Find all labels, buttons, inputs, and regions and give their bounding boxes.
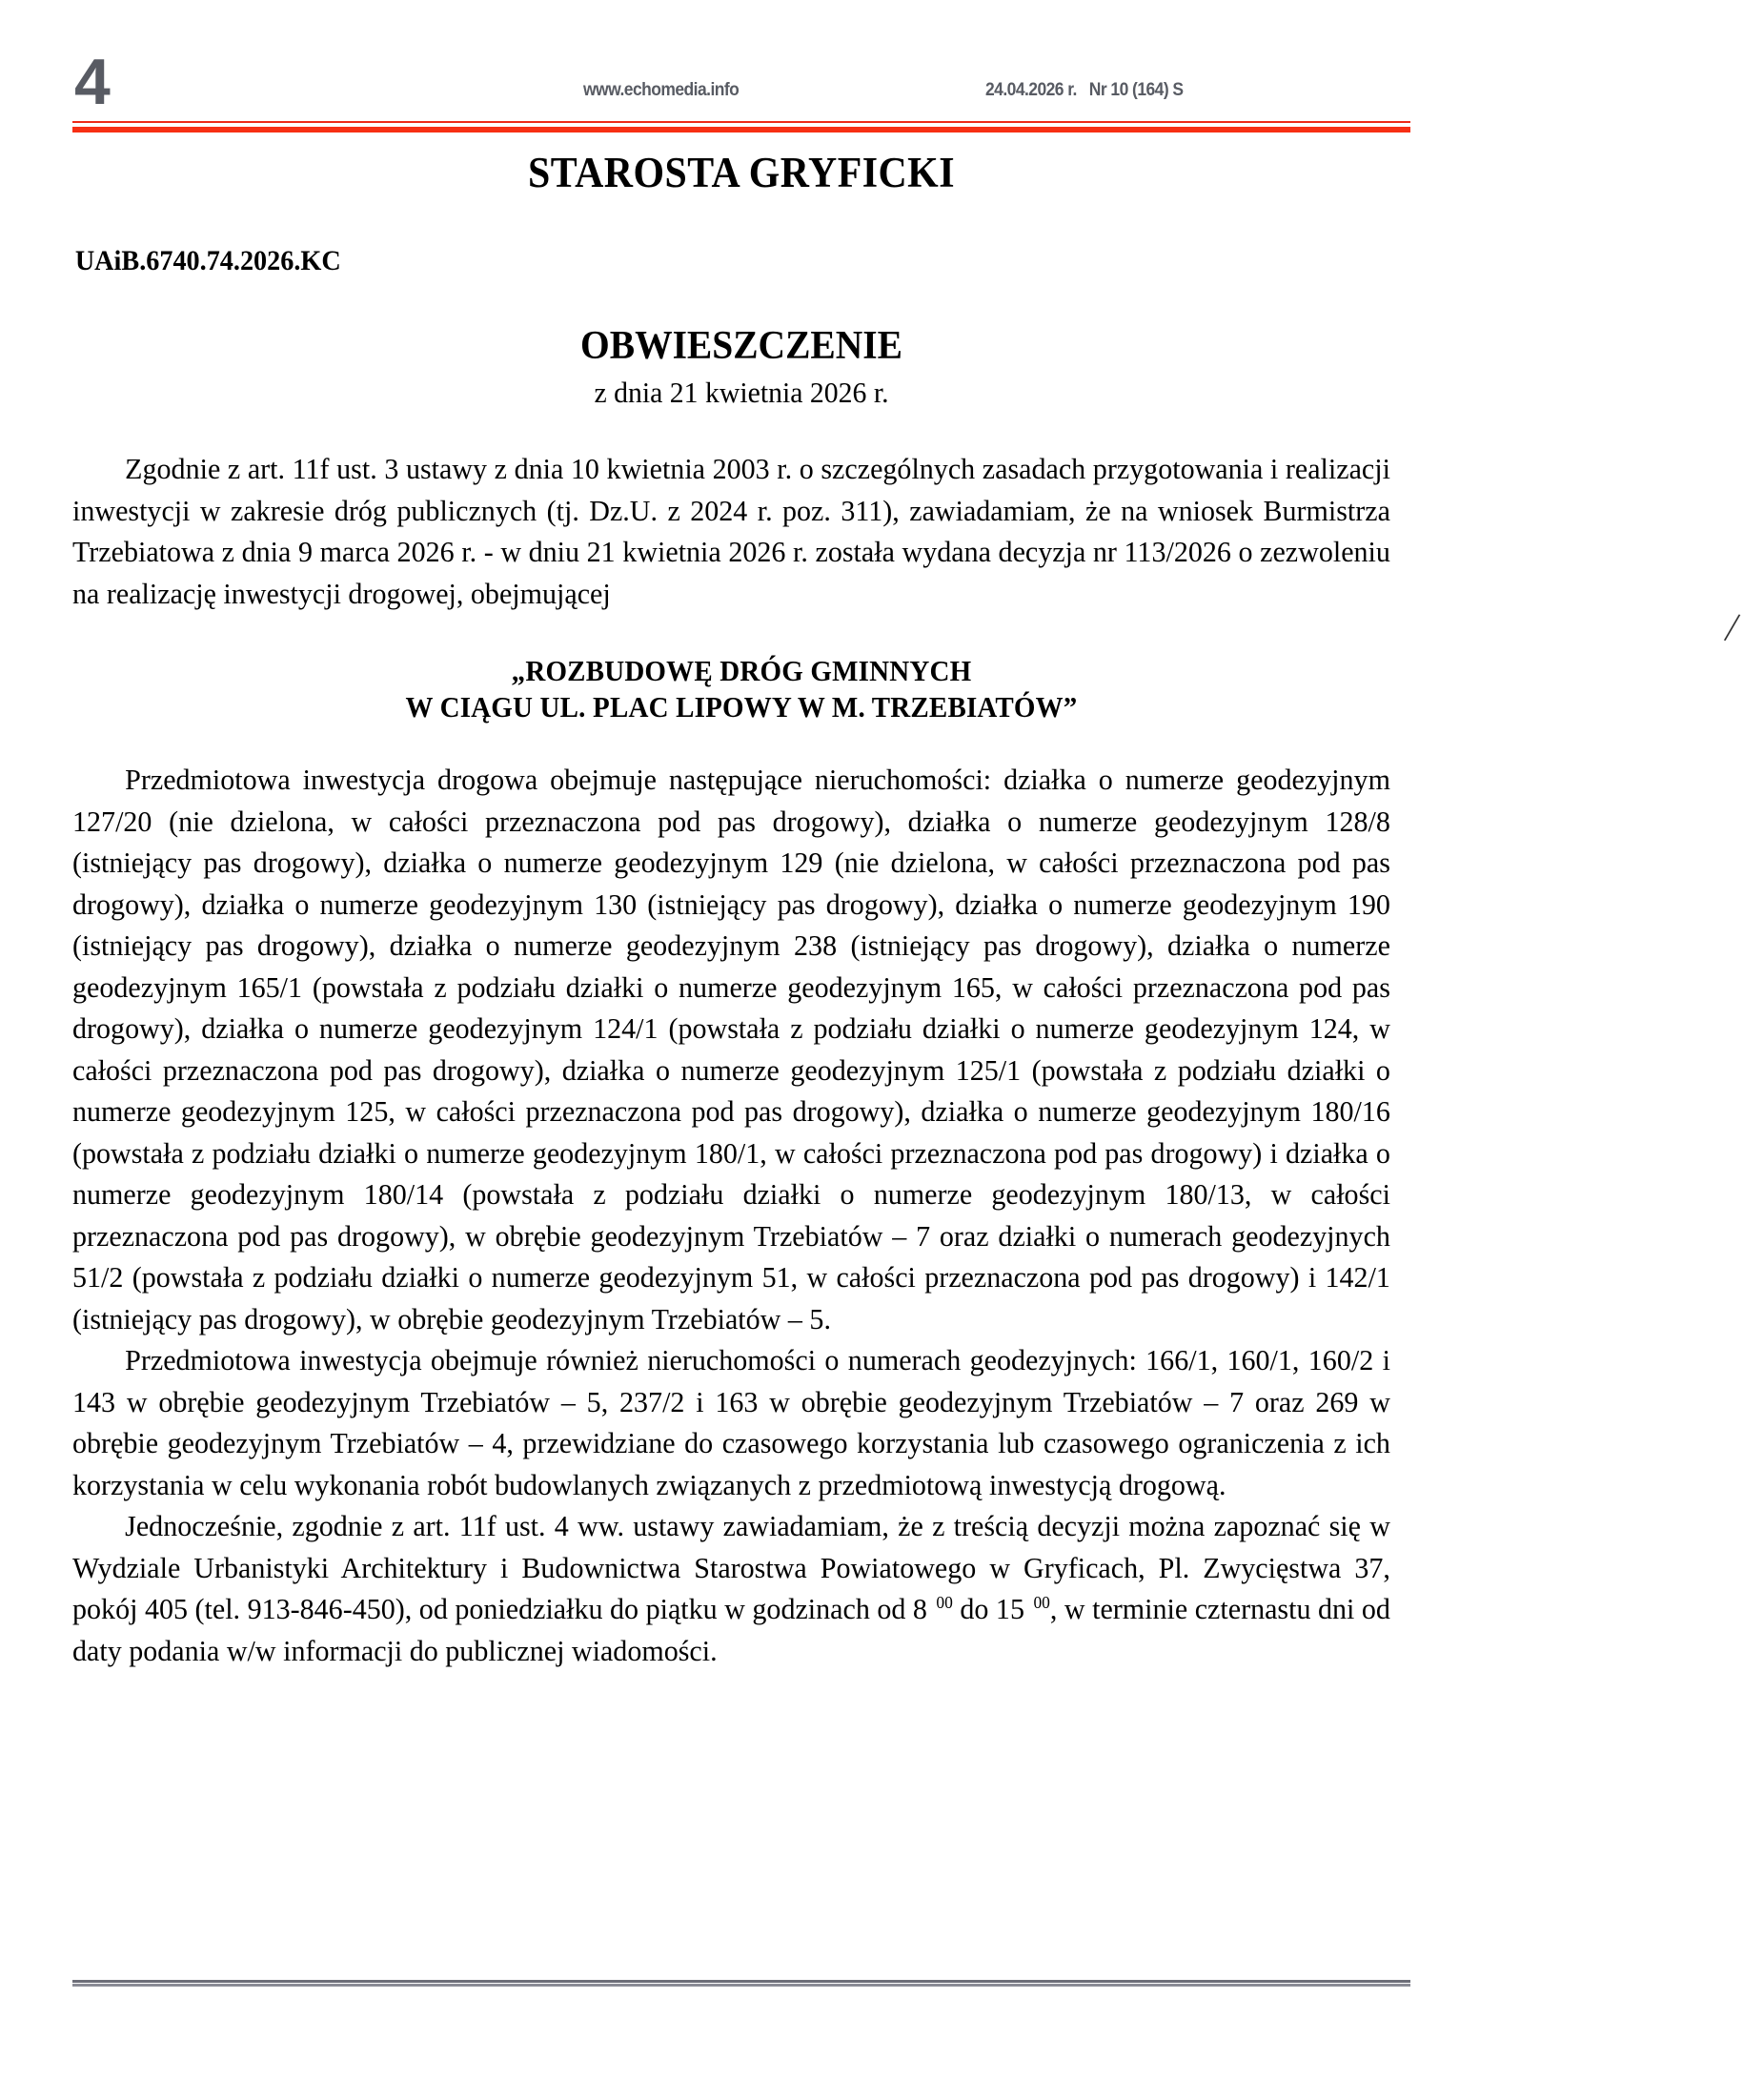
paragraph-final [72, 1506, 1390, 1672]
paragraph-scope: Przedmiotowa inwestycja drogowa obejmuje następujące nieruchomości: działka o numerze geodezyjnym 127/20 (nie dzielona, w całości przeznaczona pod pas drogowy), działka o numerze geodezyjnym 128/8 (istniejący pas drogowy), działka o numerze geodezyjnym 129 (nie dzielona, w całości przeznaczona pod pas drogowy), działka o numerze geodezyjnym 130 (istniejący pas drogowy), działka o numerze geodezyjnym 190 (istniejący pas drogowy), działka o numerze geodezyjnym 238 (istniejący pas drogowy), działka o numerze geodezyjnym 165/1 (powstała z podziału działki o numerze geodezyjnym 165, w całości przeznaczona pod pas drogowy), działka o numerze geodezyjnym 124/1 (powstała z podziału działki o numerze geodezyjnym 124, w całości przeznaczona pod pas drogowy), działka o numerze geodezyjnym 125/1 (powstała z podziału działki o numerze geodezyjnym 125, w całości przeznaczona pod pas drogowy), działka o numerze geodezyjnym 180/16 (powstała z podziału działki o numerze geodezyjnym 180/1, w całości przeznaczona pod pas drogowy) i działka o numerze geodezyjnym 180/14 (powstała z podziału działki o numerze geodezyjnym 180/13, w całości przeznaczona pod pas drogowy), w obrębie geodezyjnym Trzebiatów – 7 oraz działki o numerach geodezyjnych 51/2 (powstała z podziału działki o numerze geodezyjnym 51, w całości przeznaczona pod pas drogowy) i 142/1 (istniejący pas drogowy), w obrębie geodezyjnym Trzebiatów – 5. [72, 764, 1390, 1335]
opening-hour-superscript: 00 [936, 1593, 953, 1613]
final-text-part-3: , w terminie czternastu dni od daty podania w/w informacji do publicznej wiadomości. [72, 1593, 1390, 1667]
header-rule-thick [72, 127, 1410, 133]
header-divider-rule [72, 121, 1410, 133]
footer-divider-rule [72, 1980, 1410, 1988]
notice-title: OBWIESZCZENIE [580, 324, 902, 369]
reference-number: UAiB.6740.74.2026.KC [74, 245, 341, 277]
page-number: 4 [74, 46, 110, 118]
final-text-part-2: do 15 [952, 1593, 1032, 1626]
footer-rule-upper [72, 1980, 1410, 1983]
authority-title: STAROSTA GRYFICKI [528, 149, 955, 196]
masthead-website: www.echomedia.info [583, 80, 740, 100]
closing-hour-superscript: 00 [1033, 1593, 1050, 1613]
header-rule-thin [72, 121, 1410, 123]
subject-heading-line-2: W CIĄGU UL. PLAC LIPOWY W M. TRZEBIATÓW” [405, 691, 1078, 724]
footer-rule-lower [72, 1984, 1410, 1987]
paragraph-temporary-use: Przedmiotowa inwestycja obejmuje również nieruchomości o numerach geodezyjnych: 166/1, 160/1, 160/2 i 143 w obrębie geodezyjnym Trzebiatów – 5, 237/2 i 163 w obrębie geodezyjnym Trzebiatów – 7 oraz 269 w obrębie geodezyjnym Trzebiatów – 4, przewidziane do czasowego korzystania lub czasowego ograniczenia z ich korzystania w celu wykonania robót budowlanych związanych z przedmiotową inwestycją drogową. [72, 1344, 1390, 1501]
subject-heading-line-1: „ROZBUDOWĘ DRÓG GMINNYCH [511, 655, 972, 688]
masthead-issue-info: 24.04.2026 r. Nr 10 (164) S [985, 80, 1184, 100]
paragraph-intro: Zgodnie z art. 11f ust. 3 ustawy z dnia 10 kwietnia 2003 r. o szczególnych zasadach przygotowania i realizacji inwestycji w zakresie dróg publicznych (tj. Dz.U. z 2024 r. poz. 311), zawiadamiam, że na wniosek Burmistrza Trzebiatowa z dnia 9 marca 2026 r. - w dniu 21 kwietnia 2026 r. została wydana decyzja nr 113/2026 o zezwoleniu na realizację inwestycji drogowej, obejmującej [72, 453, 1390, 610]
notice-document [72, 143, 1743, 1672]
final-text-part-1: Jednocześnie, zgodnie z art. 11f ust. 4 ww. ustawy zawiadamiam, że z treścią decyzji można zapoznać się w Wydziale Urbanistyki Architektury i Budownictwa Starostwa Powiatowego w Gryficach, Pl. Zwycięstwa 37, pokój 405 (tel. 913-846-450), od poniedziałku do piątku w godzinach od 8 [72, 1510, 1390, 1626]
notice-date: z dnia 21 kwietnia 2026 r. [594, 376, 889, 410]
slash-mark: / [1721, 602, 1743, 652]
investment-subject-heading [106, 602, 1743, 725]
